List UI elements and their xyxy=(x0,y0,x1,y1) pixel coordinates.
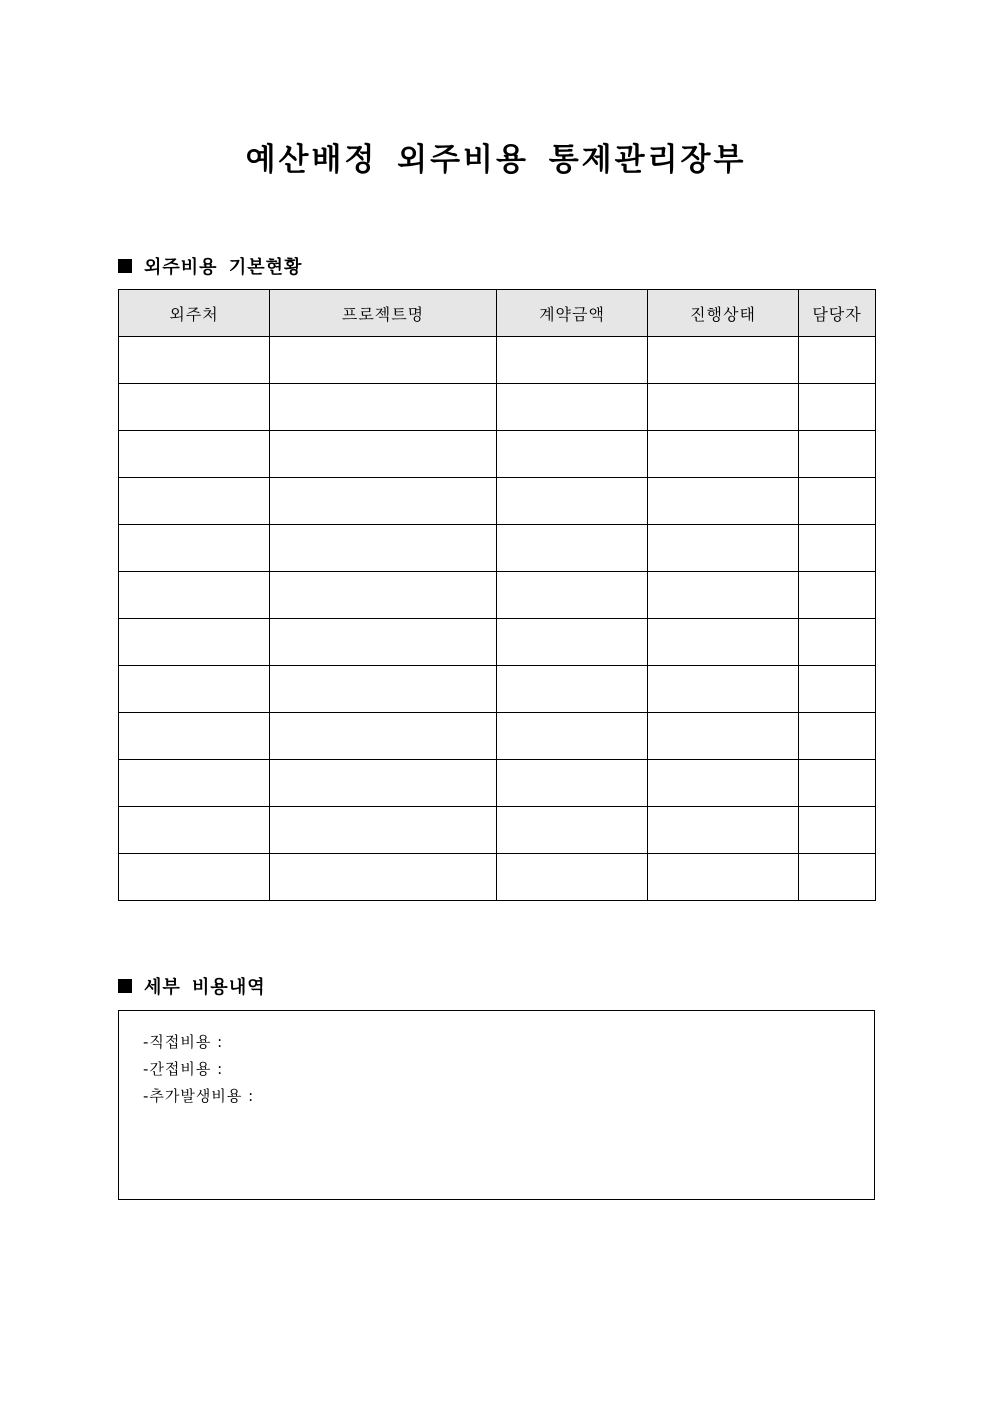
table-cell[interactable] xyxy=(270,337,497,384)
square-bullet-icon xyxy=(118,979,132,993)
table-row xyxy=(119,807,876,854)
table-cell[interactable] xyxy=(497,431,648,478)
table-cell[interactable] xyxy=(799,572,876,619)
table-cell[interactable] xyxy=(119,525,270,572)
table-cell[interactable] xyxy=(799,619,876,666)
column-header-vendor: 외주처 xyxy=(119,290,270,337)
table-cell[interactable] xyxy=(270,619,497,666)
column-header-project-name: 프로젝트명 xyxy=(270,290,497,337)
table-cell[interactable] xyxy=(497,384,648,431)
table-cell[interactable] xyxy=(648,384,799,431)
table-cell[interactable] xyxy=(119,760,270,807)
table-cell[interactable] xyxy=(270,384,497,431)
document-title: 예산배정 외주비용 통제관리장부 xyxy=(245,142,747,178)
table-cell[interactable] xyxy=(270,431,497,478)
table-cell[interactable] xyxy=(119,384,270,431)
table-cell[interactable] xyxy=(119,666,270,713)
table-cell[interactable] xyxy=(799,478,876,525)
outsourcing-status-table xyxy=(118,289,876,901)
table-cell[interactable] xyxy=(119,431,270,478)
column-header-progress-status: 진행상태 xyxy=(648,290,799,337)
square-bullet-icon xyxy=(118,259,132,273)
table-cell[interactable] xyxy=(799,760,876,807)
table-cell[interactable] xyxy=(648,478,799,525)
table-cell[interactable] xyxy=(648,760,799,807)
indirect-cost-line: -간접비용 : xyxy=(143,1060,224,1078)
table-cell[interactable] xyxy=(799,525,876,572)
column-header-contract-amount: 계약금액 xyxy=(497,290,648,337)
table-cell[interactable] xyxy=(799,431,876,478)
table-cell[interactable] xyxy=(270,760,497,807)
table-cell[interactable] xyxy=(648,666,799,713)
cost-details-box xyxy=(118,1010,875,1200)
table-cell[interactable] xyxy=(119,619,270,666)
section-heading-label: 세부 비용내역 xyxy=(144,977,266,998)
table-cell[interactable] xyxy=(497,760,648,807)
table-cell[interactable] xyxy=(497,666,648,713)
table-cell[interactable] xyxy=(119,478,270,525)
table-row xyxy=(119,431,876,478)
table-cell[interactable] xyxy=(497,854,648,901)
table-cell[interactable] xyxy=(270,666,497,713)
table-cell[interactable] xyxy=(648,572,799,619)
table-cell[interactable] xyxy=(648,619,799,666)
table-row xyxy=(119,525,876,572)
table-cell[interactable] xyxy=(497,525,648,572)
table-cell[interactable] xyxy=(799,337,876,384)
table-cell[interactable] xyxy=(497,713,648,760)
table-cell[interactable] xyxy=(799,384,876,431)
table-header-row xyxy=(119,290,876,337)
table-cell[interactable] xyxy=(119,572,270,619)
table-cell[interactable] xyxy=(497,619,648,666)
table-cell[interactable] xyxy=(119,807,270,854)
table-row xyxy=(119,760,876,807)
table-row xyxy=(119,337,876,384)
table-cell[interactable] xyxy=(648,431,799,478)
table-cell[interactable] xyxy=(497,807,648,854)
table-cell[interactable] xyxy=(648,713,799,760)
table-body xyxy=(119,337,876,901)
table-cell[interactable] xyxy=(270,525,497,572)
additional-cost-line: -추가발생비용 : xyxy=(143,1087,255,1105)
table-row xyxy=(119,384,876,431)
section-heading-label: 외주비용 기본현황 xyxy=(144,257,303,278)
table-cell[interactable] xyxy=(799,854,876,901)
table-cell[interactable] xyxy=(270,478,497,525)
table-cell[interactable] xyxy=(799,713,876,760)
table-row xyxy=(119,713,876,760)
table-cell[interactable] xyxy=(799,666,876,713)
direct-cost-line: -직접비용 : xyxy=(143,1033,224,1051)
table-cell[interactable] xyxy=(270,807,497,854)
table-cell[interactable] xyxy=(648,807,799,854)
table-cell[interactable] xyxy=(497,337,648,384)
table-cell[interactable] xyxy=(270,854,497,901)
table-cell[interactable] xyxy=(497,478,648,525)
table-row xyxy=(119,666,876,713)
table-cell[interactable] xyxy=(648,337,799,384)
table-cell[interactable] xyxy=(799,807,876,854)
table-row xyxy=(119,854,876,901)
table-cell[interactable] xyxy=(119,713,270,760)
table-row xyxy=(119,478,876,525)
column-header-manager: 담당자 xyxy=(799,290,876,337)
table-cell[interactable] xyxy=(648,854,799,901)
table-cell[interactable] xyxy=(497,572,648,619)
table-row xyxy=(119,572,876,619)
table-cell[interactable] xyxy=(119,337,270,384)
table-cell[interactable] xyxy=(270,713,497,760)
table-cell[interactable] xyxy=(119,854,270,901)
section-heading-basic-status xyxy=(118,253,302,279)
table-cell[interactable] xyxy=(648,525,799,572)
table-cell[interactable] xyxy=(270,572,497,619)
section-heading-cost-details xyxy=(118,973,266,999)
table-row xyxy=(119,619,876,666)
